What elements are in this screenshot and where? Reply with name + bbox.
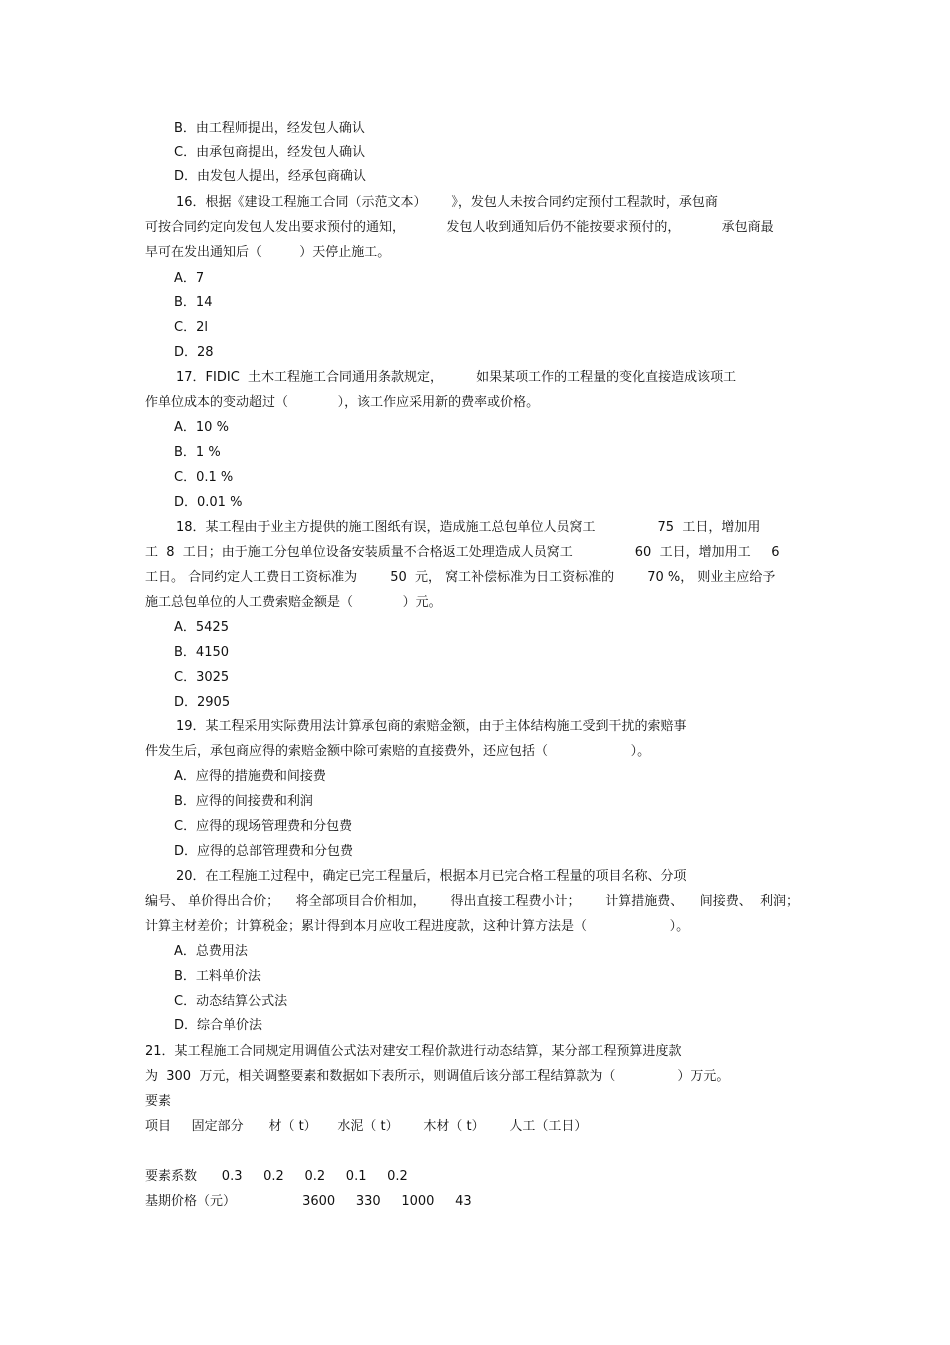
- question-16-line-1: 16．根据《建设工程施工合同（示范文本） 》，发包人未按合同约定预付工程款时，承包商: [176, 195, 718, 210]
- option-d-line: D．由发包人提出，经承包商确认: [174, 169, 367, 184]
- question-16-line-2: 可按合同约定向发包人发出要求预付的通知， 发包人收到通知后仍不能按要求预付的， 承包商最: [145, 220, 774, 235]
- question-18-line-2: 工 8 工日；由于施工分包单位设备安装质量不合格返工处理造成人员窝工 60 工日，增加用工 6: [145, 545, 780, 560]
- option-d: D．综合单价法: [174, 1018, 263, 1033]
- table-row-coefficients: 要素系数 0.3 0.2 0.2 0.1 0.2: [145, 1169, 408, 1184]
- option-a: A．7: [174, 271, 205, 286]
- option-a: A．总费用法: [174, 944, 248, 959]
- option-d: D．28: [174, 345, 214, 360]
- question-20-line-3: 计算主材差价；计算税金；累计得到本月应收工程进度款，这种计算方法是（ ）。: [145, 919, 690, 934]
- option-d: D．应得的总部管理费和分包费: [174, 844, 354, 859]
- option-b: B．应得的间接费和利润: [174, 794, 313, 809]
- question-20-line-1: 20．在工程施工过程中，确定已完工程量后，根据本月已完合格工程量的项目名称、分项: [176, 869, 687, 884]
- table-row-base-prices: 基期价格（元） 3600 330 1000 43: [145, 1194, 472, 1209]
- option-c: C．0.1 %: [174, 470, 234, 485]
- option-c: C．应得的现场管理费和分包费: [174, 819, 353, 834]
- option-b: B．1 %: [174, 445, 221, 460]
- option-b: B．14: [174, 295, 213, 310]
- option-d: D．2905: [174, 695, 231, 710]
- table-header-row: 项目 固定部分 材（ t） 水泥（ t） 木材（ t） 人工（工日）: [145, 1119, 588, 1134]
- question-19-line-1: 19．某工程采用实际费用法计算承包商的索赔金额，由于主体结构施工受到干扰的索赔事: [176, 719, 687, 734]
- question-16-line-3: 早可在发出通知后（ ）天停止施工。: [145, 245, 391, 260]
- option-b-line: B．由工程师提出，经发包人确认: [174, 121, 365, 136]
- option-c: C．动态结算公式法: [174, 994, 288, 1009]
- question-18-line-1: 18．某工程由于业主方提供的施工图纸有误，造成施工总包单位人员窝工 75 工日，增加用: [176, 520, 761, 535]
- question-18-line-3: 工日。 合同约定人工费日工资标准为 50 元， 窝工补偿标准为日工资标准的 70 %， 则业主应给予: [145, 570, 776, 585]
- question-19-line-2: 件发生后，承包商应得的索赔金额中除可索赔的直接费外，还应包括（ ）。: [145, 744, 651, 759]
- question-17-line-1: 17．FIDIC 土木工程施工合同通用条款规定， 如果某项工作的工程量的变化直接造成该项工: [176, 370, 737, 385]
- option-b: B．工料单价法: [174, 969, 261, 984]
- question-18-line-4: 施工总包单位的人工费索赔金额是（ ）元。: [145, 595, 442, 610]
- question-20-line-2: 编号、 单价得出合价； 将全部项目合价相加， 得出直接工程费小计； 计算措施费、 间接费、 利润；: [145, 894, 800, 909]
- option-c: C．3025: [174, 670, 230, 685]
- option-a: A．应得的措施费和间接费: [174, 769, 326, 784]
- option-b: B．4150: [174, 645, 230, 660]
- question-21-line-2: 为 300 万元，相关调整要素和数据如下表所示，则调值后该分部工程结算款为（ ）万元。: [145, 1069, 730, 1084]
- option-c-line: C．由承包商提出，经发包人确认: [174, 145, 366, 160]
- question-17-line-2: 作单位成本的变动超过（ ），该工作应采用新的费率或价格。: [145, 395, 540, 410]
- question-21-line-1: 21．某工程施工合同规定用调值公式法对建安工程价款进行动态结算，某分部工程预算进度款: [145, 1044, 682, 1059]
- option-a: A．10 %: [174, 420, 229, 435]
- option-a: A．5425: [174, 620, 229, 635]
- option-c: C．2l: [174, 320, 208, 335]
- table-label-elements: 要素: [145, 1094, 172, 1109]
- option-d: D．0.01 %: [174, 495, 243, 510]
